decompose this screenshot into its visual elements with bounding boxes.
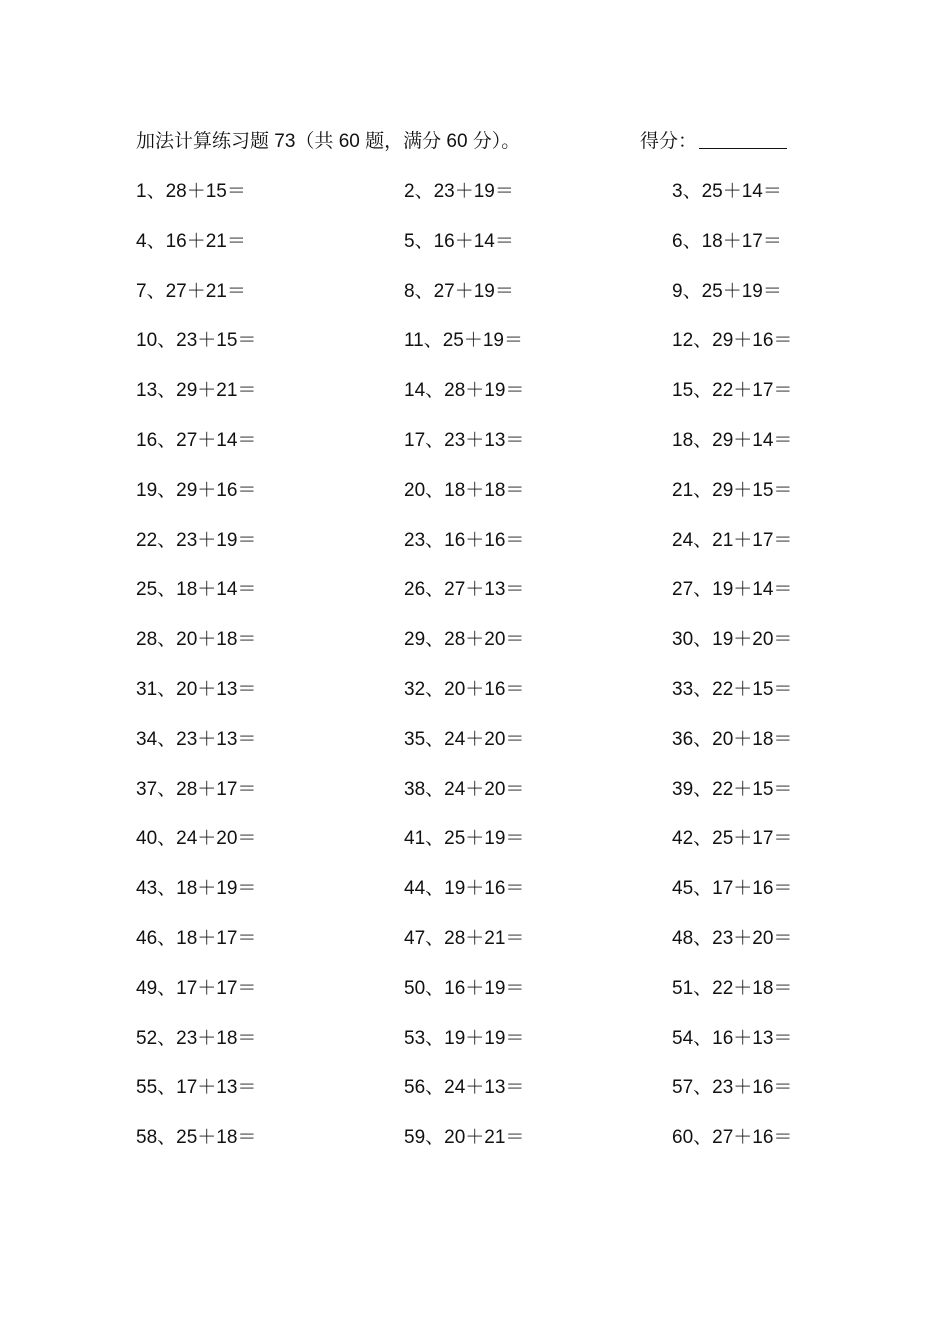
problem-item: 6、18＋17＝ [672, 230, 782, 252]
problem-item: 5、16＋14＝ [404, 230, 514, 252]
problem-item: 44、19＋16＝ [404, 878, 525, 900]
problem-item: 42、25＋17＝ [672, 828, 793, 850]
problem-item: 40、24＋20＝ [136, 828, 257, 850]
problem-item: 11、25＋19＝ [404, 330, 523, 352]
worksheet-header [136, 126, 816, 156]
problem-item: 31、20＋13＝ [136, 679, 257, 700]
score-blank[interactable] [699, 128, 787, 149]
problem-item: 51、22＋18＝ [672, 977, 793, 999]
problem-item: 50、16＋19＝ [404, 977, 525, 999]
problem-item: 30、19＋20＝ [672, 629, 793, 651]
problem-item: 24、21＋17＝ [672, 529, 793, 551]
score-label: 得分： [640, 131, 698, 152]
problem-item: 33、22＋15＝ [672, 679, 793, 700]
problem-item: 53、19＋19＝ [404, 1027, 525, 1049]
problem-item: 1、28＋15＝ [136, 181, 246, 202]
problem-item: 59、20＋21＝ [404, 1127, 525, 1149]
problem-item: 12、29＋16＝ [672, 330, 793, 352]
problem-item: 8、27＋19＝ [404, 280, 514, 302]
problem-item: 39、22＋15＝ [672, 778, 793, 800]
problem-item: 58、25＋18＝ [136, 1127, 257, 1149]
problem-item: 23、16＋16＝ [404, 529, 525, 551]
problem-item: 21、29＋15＝ [672, 479, 793, 501]
problem-item: 28、20＋18＝ [136, 629, 257, 651]
problem-item: 4、16＋21＝ [136, 230, 246, 252]
problem-item: 10、23＋15＝ [136, 330, 257, 352]
score-field [640, 126, 787, 153]
problem-item: 43、18＋19＝ [136, 878, 257, 900]
problem-item: 2、23＋19＝ [404, 181, 514, 202]
problem-item: 26、27＋13＝ [404, 579, 525, 601]
problem-item: 55、17＋13＝ [136, 1077, 257, 1099]
problem-item: 15、22＋17＝ [672, 380, 793, 402]
problem-item: 17、23＋13＝ [404, 430, 525, 451]
problem-item: 22、23＋19＝ [136, 529, 257, 551]
problem-item: 47、28＋21＝ [404, 928, 525, 949]
problem-item: 7、27＋21＝ [136, 280, 246, 302]
problem-item: 32、20＋16＝ [404, 679, 525, 700]
problem-item: 48、23＋20＝ [672, 928, 793, 949]
problem-item: 57、23＋16＝ [672, 1077, 793, 1099]
problem-item: 52、23＋18＝ [136, 1027, 257, 1049]
worksheet-title: 加法计算练习题 73（共 60 题，满分 60 分）。 [136, 131, 521, 152]
problem-item: 46、18＋17＝ [136, 928, 257, 949]
problem-item: 36、20＋18＝ [672, 728, 793, 750]
problem-item: 20、18＋18＝ [404, 479, 525, 501]
problem-item: 38、24＋20＝ [404, 778, 525, 800]
problem-item: 16、27＋14＝ [136, 430, 257, 451]
problem-item: 9、25＋19＝ [672, 280, 782, 302]
problem-item: 35、24＋20＝ [404, 728, 525, 750]
problem-item: 45、17＋16＝ [672, 878, 793, 900]
problem-item: 13、29＋21＝ [136, 380, 257, 402]
problem-item: 25、18＋14＝ [136, 579, 257, 601]
problem-item: 3、25＋14＝ [672, 181, 782, 202]
problem-item: 54、16＋13＝ [672, 1027, 793, 1049]
problem-item: 60、27＋16＝ [672, 1127, 793, 1149]
problem-item: 41、25＋19＝ [404, 828, 525, 850]
problem-item: 34、23＋13＝ [136, 728, 257, 750]
problem-item: 37、28＋17＝ [136, 778, 257, 800]
problem-item: 14、28＋19＝ [404, 380, 525, 402]
problem-item: 29、28＋20＝ [404, 629, 525, 651]
problem-item: 56、24＋13＝ [404, 1077, 525, 1099]
problem-item: 27、19＋14＝ [672, 579, 793, 601]
problem-item: 49、17＋17＝ [136, 977, 257, 999]
problem-item: 19、29＋16＝ [136, 479, 257, 501]
problem-item: 18、29＋14＝ [672, 430, 793, 451]
